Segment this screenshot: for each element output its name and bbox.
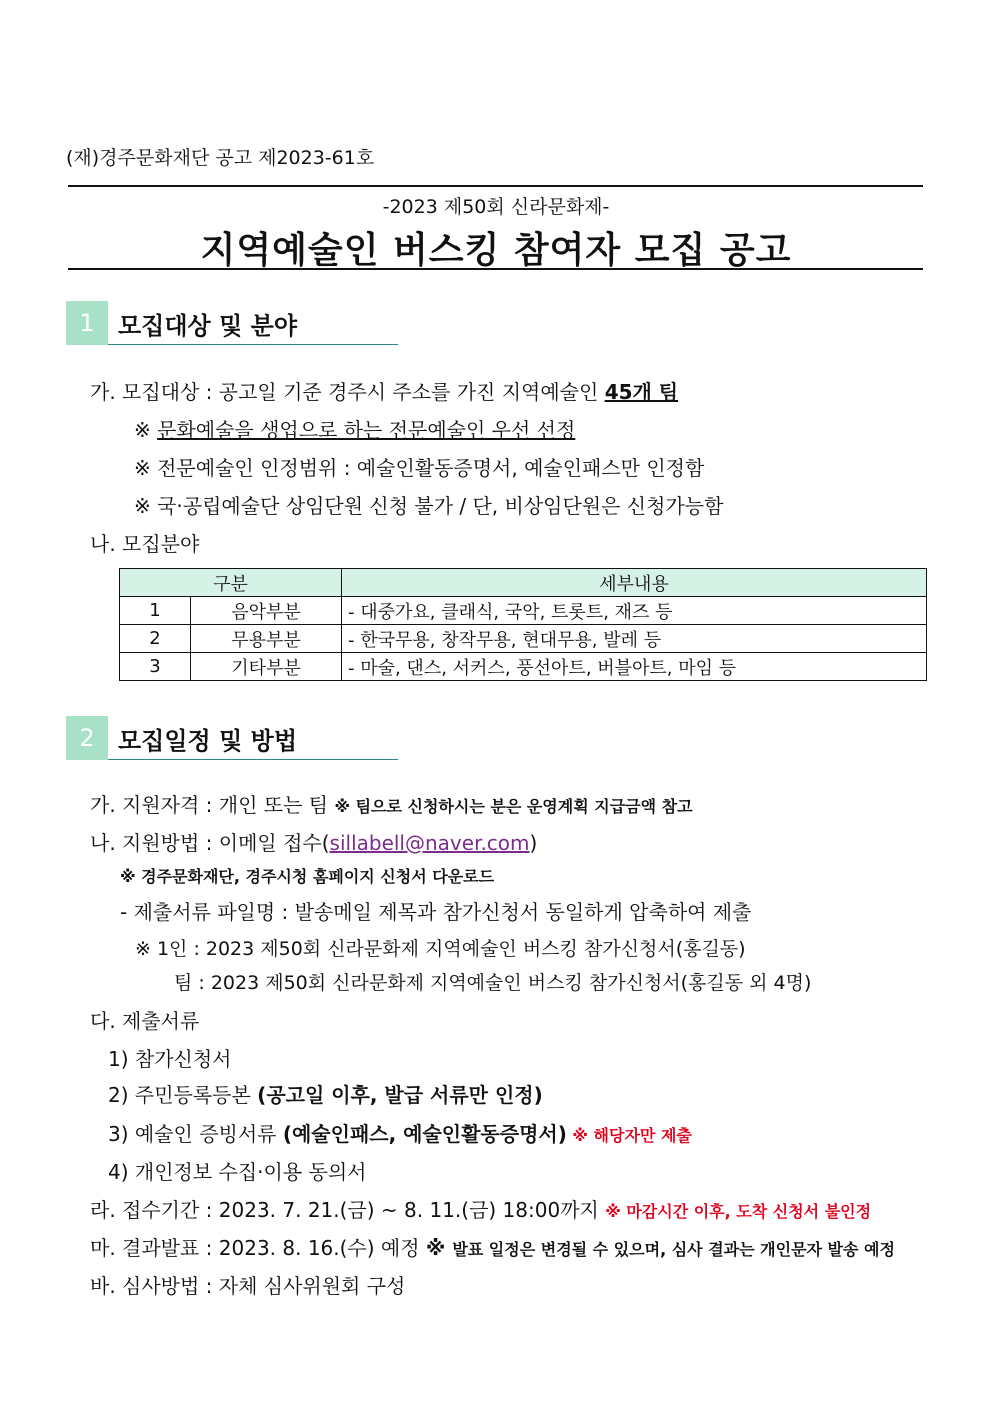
- document-item-text: 3) 예술인 증빙서류: [108, 1122, 283, 1146]
- application-period-text: 라. 접수기간 : 2023. 7. 21.(금) ~ 8. 11.(금) 18:00까지: [90, 1198, 606, 1222]
- eligibility-note: ※ 팀으로 신청하시는 분은 운영계획 지급금액 참고: [334, 797, 693, 816]
- recruit-target: [90, 376, 678, 405]
- row-category: 기타부분: [191, 653, 342, 681]
- title-rule: [68, 268, 923, 270]
- section-number-badge: 1: [66, 301, 108, 345]
- note-priority-text: 문화예술을 생업으로 하는 전문예술인 우선 선정: [157, 418, 576, 442]
- section-number-badge: 2: [66, 716, 108, 760]
- section-heading: 모집일정 및 방법: [118, 727, 297, 755]
- section-underline: [108, 759, 398, 760]
- row-detail: - 대중가요, 클래식, 국악, 트롯트, 재즈 등: [342, 597, 927, 625]
- note-scope: ※ 전문예술인 인정범위 : 예술인활동증명서, 예술인패스만 인정함: [134, 456, 705, 480]
- review-method: 바. 심사방법 : 자체 심사위원회 구성: [90, 1274, 406, 1298]
- application-period: [90, 1194, 871, 1223]
- apply-method: [90, 827, 537, 856]
- page-title: 지역예술인 버스킹 참여자 모집 공고: [200, 230, 792, 271]
- document-item: [108, 1118, 692, 1147]
- row-detail: - 한국무용, 창작무용, 현대무용, 발레 등: [342, 625, 927, 653]
- file-name-team: 팀 : 2023 제50회 신라문화제 지역예술인 버스킹 참가신청서(홍길동 외 4명): [174, 972, 812, 994]
- notice-number: (재)경주문화재단 공고 제2023-61호: [66, 147, 375, 169]
- eligibility-text: 가. 지원자격 : 개인 또는 팀: [90, 793, 335, 817]
- result-announcement-text: 마. 결과발표 : 2023. 8. 16.(수) 예정: [90, 1236, 426, 1260]
- team-count: 45개 팀: [604, 380, 679, 404]
- document-item-text: 2) 주민등록등본: [108, 1083, 258, 1107]
- fields-table: [119, 568, 927, 681]
- row-detail: - 마술, 댄스, 서커스, 풍선아트, 버블아트, 마임 등: [342, 653, 927, 681]
- note-priority: [134, 414, 575, 443]
- recruit-target-text: 가. 모집대상 : 공고일 기준 경주시 주소를 가진 지역예술인: [90, 380, 605, 404]
- eligibility: [90, 789, 693, 818]
- file-name-rule: - 제출서류 파일명 : 발송메일 제목과 참가신청서 동일하게 압축하여 제출: [120, 900, 752, 924]
- recruit-fields-label: 나. 모집분야: [90, 532, 200, 556]
- document-item: 1) 참가신청서: [108, 1047, 232, 1071]
- file-name-individual: ※ 1인 : 2023 제50회 신라문화제 지역예술인 버스킹 참가신청서(홍길동): [135, 938, 746, 960]
- row-category: 무용부분: [191, 625, 342, 653]
- document-item-note: ※ 해당자만 제출: [566, 1126, 692, 1145]
- festival-subtitle: -2023 제50회 신라문화제-: [382, 196, 610, 218]
- table-header-row: [120, 569, 927, 597]
- result-announcement: [90, 1232, 895, 1261]
- table-header-detail: 세부내용: [342, 569, 927, 597]
- apply-method-close: ): [529, 831, 538, 855]
- document-item: [108, 1079, 543, 1108]
- section-underline: [108, 344, 398, 345]
- download-note: ※ 경주문화재단, 경주시청 홈페이지 신청서 다운로드: [120, 867, 495, 886]
- document-item: 4) 개인정보 수집·이용 동의서: [108, 1160, 367, 1184]
- row-category: 음악부분: [191, 597, 342, 625]
- deadline-note: ※ 마감시간 이후, 도착 신청서 불인정: [605, 1202, 872, 1221]
- row-number: 3: [120, 653, 191, 681]
- top-rule: [68, 185, 923, 187]
- table-row: [120, 653, 927, 681]
- table-row: [120, 625, 927, 653]
- section-heading: 모집대상 및 분야: [118, 312, 297, 340]
- result-note: 발표 일정은 변경될 수 있으며, 심사 결과는 개인문자 발송 예정: [452, 1240, 895, 1259]
- row-number: 1: [120, 597, 191, 625]
- document-item-condition: (공고일 이후, 발급 서류만 인정): [257, 1083, 543, 1107]
- note-restriction: ※ 국·공립예술단 상임단원 신청 불가 / 단, 비상임단원은 신청가능함: [134, 494, 724, 518]
- document-item-condition: (예술인패스, 예술인활동증명서): [282, 1122, 567, 1146]
- result-note-mark: ※: [425, 1236, 453, 1260]
- table-header-category: 구분: [120, 569, 342, 597]
- apply-method-text: 나. 지원방법 : 이메일 접수(: [90, 831, 330, 855]
- table-row: [120, 597, 927, 625]
- email-link[interactable]: sillabell@naver.com: [329, 831, 530, 855]
- note-mark: ※: [134, 418, 158, 442]
- documents-label: 다. 제출서류: [90, 1009, 200, 1033]
- row-number: 2: [120, 625, 191, 653]
